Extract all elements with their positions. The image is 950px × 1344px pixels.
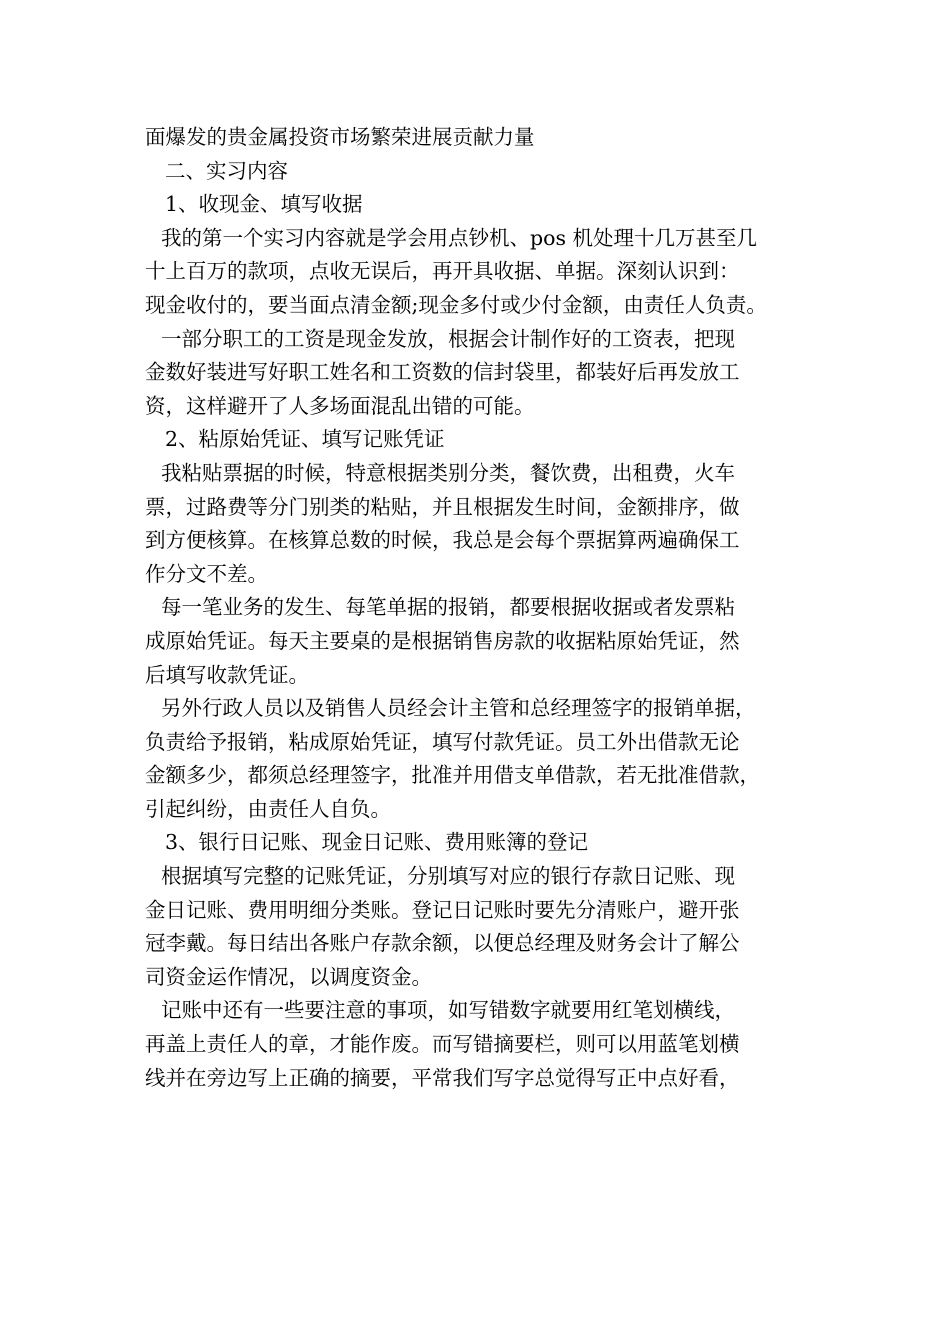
text-line: 每一笔业务的发生、每笔单据的报销，都要根据收据或者发票粘 [161, 595, 735, 620]
document-body [145, 121, 825, 1095]
text-line: 十上百万的款项，点收无误后，再开具收据、单据。深刻认识到： [145, 259, 740, 284]
text-line: 另外行政人员以及销售人员经会计主管和总经理签字的报销单据， [161, 696, 756, 721]
text-line: 二、实习内容 [165, 158, 288, 183]
text-line: 成原始凭证。每天主要桌的是根据销售房款的收据粘原始凭证，然 [145, 628, 740, 653]
text-line: 到方便核算。在核算总数的时候，我总是会每个票据算两遍确保工 [145, 528, 740, 553]
text-line: 金额多少，都须总经理签字，批准并用借支单借款，若无批准借款， [145, 763, 760, 788]
text-line: 金数好装进写好职工姓名和工资数的信封袋里，都装好后再发放工 [145, 360, 740, 385]
text-line: 引起纠纷，由责任人自负。 [145, 796, 391, 821]
text-line: 负责给予报销，粘成原始凭证，填写付款凭证。员工外出借款无论 [145, 729, 740, 754]
text-line: 作分文不差。 [145, 561, 268, 586]
text-line: 再盖上责任人的章，才能作废。而写错摘要栏，则可以用蓝笔划横 [145, 1032, 740, 1057]
text-line: 资，这样避开了人多场面混乱出错的可能。 [145, 393, 535, 418]
text-line: 票，过路费等分门别类的粘贴，并且根据发生时间，金额排序，做 [145, 494, 740, 519]
text-line: 1、收现金、填写收据 [165, 192, 363, 217]
text-line: 记账中还有一些要注意的事项，如写错数字就要用红笔划横线， [161, 998, 735, 1023]
text-line: 冠李戴。每日结出各账户存款余额，以便总经理及财务会计了解公 [145, 931, 740, 956]
text-line: 根据填写完整的记账凭证，分别填写对应的银行存款日记账、现 [161, 864, 735, 889]
text-line: 我粘贴票据的时候，特意根据类别分类，餐饮费，出租费，火车 [161, 460, 735, 485]
text-line: 3、银行日记账、现金日记账、费用账簿的登记 [165, 830, 589, 855]
text-line: 我的第一个实习内容就是学会用点钞机、pos 机处理十几万甚至几 [161, 225, 757, 250]
text-line: 金日记账、费用明细分类账。登记日记账时要先分清账户，避开张 [145, 897, 740, 922]
text-line: 司资金运作情况，以调度资金。 [145, 964, 432, 989]
text-line: 线并在旁边写上正确的摘要，平常我们写字总觉得写正中点好看， [145, 1065, 740, 1090]
text-line: 后填写收款凭证。 [145, 662, 309, 687]
text-line: 2、粘原始凭证、填写记账凭证 [165, 427, 445, 452]
text-line: 现金收付的，要当面点清金额;现金多付或少付金额，由责任人负责。 [145, 292, 767, 317]
text-line: 一部分职工的工资是现金发放，根据会计制作好的工资表，把现 [161, 326, 735, 351]
text-line: 面爆发的贵金属投资市场繁荣进展贡献力量 [145, 125, 535, 149]
